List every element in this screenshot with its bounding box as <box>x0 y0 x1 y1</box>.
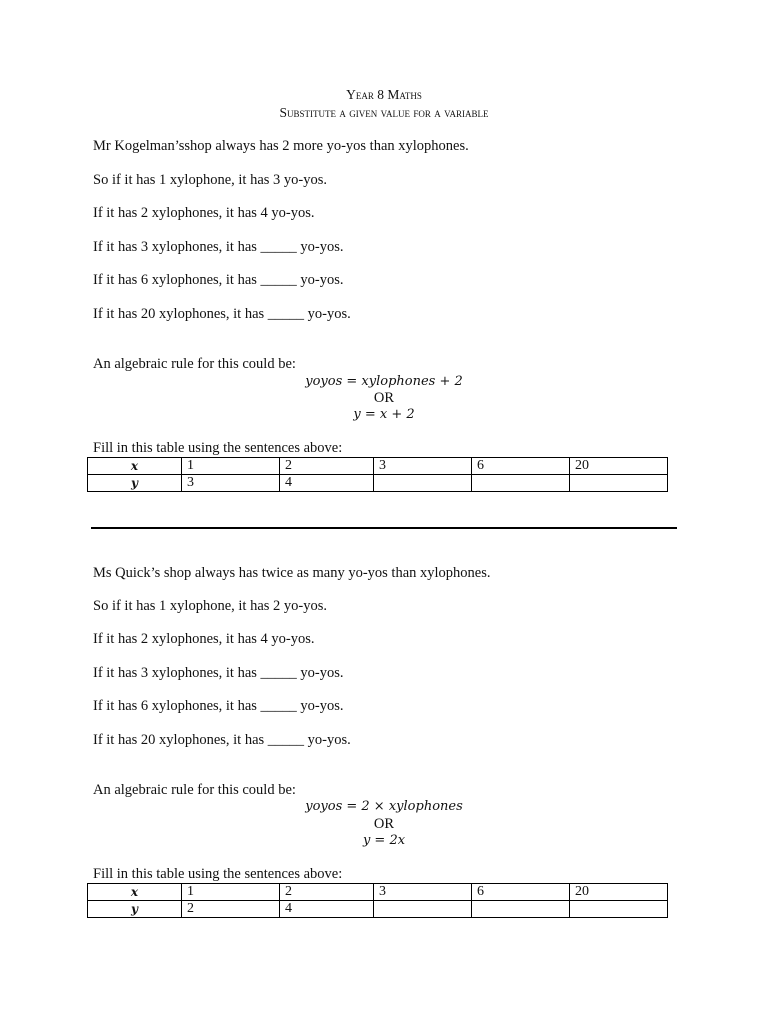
section1-or-label: OR <box>373 390 395 406</box>
table-cell: 20 <box>570 458 668 475</box>
section2-line-5: If it has 20 xylophones, it has _____ yo-yos. <box>93 732 351 748</box>
x-header: x <box>88 884 182 901</box>
section2-table-prompt: Fill in this table using the sentences above: <box>93 866 343 882</box>
section1-line-3: If it has 3 xylophones, it has _____ yo-yos. <box>93 239 344 255</box>
section1-rule-intro: An algebraic rule for this could be: <box>93 356 296 372</box>
section1-table <box>87 457 668 492</box>
section2-line-4: If it has 6 xylophones, it has _____ yo-yos. <box>93 698 344 714</box>
x-header: x <box>88 458 182 475</box>
section2-rule-symbols: y = 2x <box>362 833 406 848</box>
section2-rule-words: yoyos = 2 × xylophones <box>305 799 463 814</box>
section2-line-2: If it has 2 xylophones, it has 4 yo-yos. <box>93 631 315 647</box>
section2-line-3: If it has 3 xylophones, it has _____ yo-yos. <box>93 665 344 681</box>
section1-line-2: If it has 2 xylophones, it has 4 yo-yos. <box>93 205 315 221</box>
section1-line-5: If it has 20 xylophones, it has _____ yo-yos. <box>93 306 351 322</box>
section2-table <box>87 883 668 918</box>
table-cell: 1 <box>182 458 280 475</box>
table-cell <box>472 475 570 492</box>
table-cell <box>570 475 668 492</box>
table-cell <box>472 901 570 918</box>
section1-line-1: So if it has 1 xylophone, it has 3 yo-yos. <box>93 172 328 188</box>
page-subtitle: Substitute a given value for a variable <box>279 105 489 120</box>
table-cell: 2 <box>280 458 374 475</box>
y-header: y <box>88 901 182 918</box>
section2-line-1: So if it has 1 xylophone, it has 2 yo-yos. <box>93 598 328 614</box>
section1-rule-symbols: y = x + 2 <box>353 407 415 422</box>
table-row-y <box>88 901 668 918</box>
table-cell: 2 <box>182 901 280 918</box>
table-row-y <box>88 475 668 492</box>
page-title: Year 8 Maths <box>346 87 422 102</box>
section1-rule-words: yoyos = xylophones + 2 <box>305 374 463 389</box>
table-cell <box>570 901 668 918</box>
y-header: y <box>88 475 182 492</box>
table-cell: 3 <box>182 475 280 492</box>
section2-intro: Ms Quick’s shop always has twice as many yo-yos than xylophones. <box>93 565 491 581</box>
table-cell <box>374 475 472 492</box>
table-cell: 6 <box>472 458 570 475</box>
section-divider <box>91 527 677 529</box>
table-cell: 3 <box>374 458 472 475</box>
table-cell: 20 <box>570 884 668 901</box>
table-cell: 4 <box>280 475 374 492</box>
table-cell: 3 <box>374 884 472 901</box>
table-cell <box>374 901 472 918</box>
section1-table-prompt: Fill in this table using the sentences above: <box>93 440 343 456</box>
table-cell: 6 <box>472 884 570 901</box>
section2-rule-intro: An algebraic rule for this could be: <box>93 782 296 798</box>
section2-or-label: OR <box>373 816 395 832</box>
table-cell: 4 <box>280 901 374 918</box>
section1-line-4: If it has 6 xylophones, it has _____ yo-yos. <box>93 272 344 288</box>
table-cell: 1 <box>182 884 280 901</box>
table-cell: 2 <box>280 884 374 901</box>
table-row-x <box>88 884 668 901</box>
table-row-x <box>88 458 668 475</box>
section1-intro: Mr Kogelman’sshop always has 2 more yo-yos than xylophones. <box>93 138 469 154</box>
